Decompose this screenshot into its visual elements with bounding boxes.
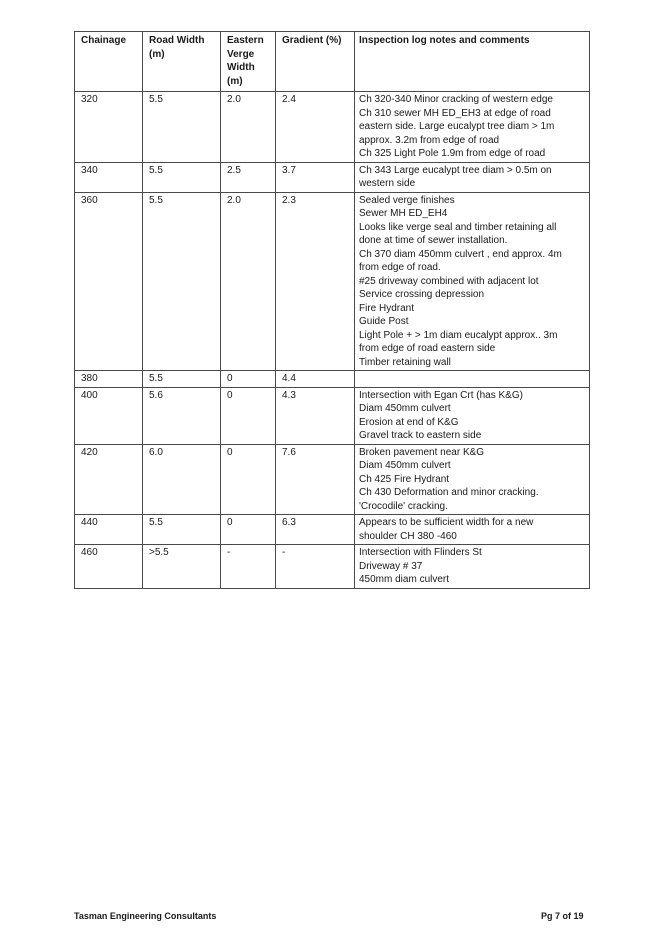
note-line: Guide Post [359,316,409,327]
cell-chainage: 400 [75,387,143,444]
table-row [75,162,590,192]
cell-inspection-notes [355,162,590,192]
note-line: Broken pavement near K&G [359,446,485,458]
note-line: Looks like verge seal and timber retaining all [359,221,557,233]
cell-chainage: 440 [75,515,143,545]
note-line: Fire Hydrant [359,302,415,314]
cell-gradient: 2.3 [276,192,355,371]
table-row [75,444,590,515]
cell-gradient: 2.4 [276,92,355,163]
cell-inspection-notes [355,192,590,371]
cell-gradient: 6.3 [276,515,355,545]
cell-road-width: 6.0 [143,444,221,515]
cell-inspection-notes [355,387,590,444]
note-line: Driveway # 37 [359,560,423,572]
note-line: from edge of road eastern side [359,343,496,354]
cell-gradient: 3.7 [276,162,355,192]
table-header-row [75,32,590,92]
cell-verge-width: 2.0 [221,192,276,371]
cell-road-width: 5.6 [143,387,221,444]
note-line: Diam 450mm culvert [359,403,451,414]
note-line: Ch 320-340 Minor cracking of western edge [359,94,553,105]
cell-verge-width: 2.5 [221,162,276,192]
cell-inspection-notes [355,545,590,589]
cell-gradient: 4.3 [276,387,355,444]
note-line: Ch 425 Fire Hydrant [359,473,450,485]
note-line: done at time of sewer installation. [359,235,508,246]
cell-gradient: 7.6 [276,444,355,515]
cell-verge-width: 0 [221,371,276,388]
note-line: western side [359,178,416,189]
cell-gradient: 4.4 [276,371,355,388]
note-line: eastern side. Large eucalypt tree diam > 1m [359,121,555,132]
cell-chainage: 380 [75,371,143,388]
note-line: Ch 430 Deformation and minor cracking. [359,487,539,498]
cell-road-width: 5.5 [143,92,221,163]
cell-chainage: 320 [75,92,143,163]
note-line: Service crossing depression [359,289,485,300]
cell-inspection-notes [355,371,590,388]
note-line: 450mm diam culvert [359,574,450,585]
cell-road-width: 5.5 [143,515,221,545]
cell-inspection-notes [355,92,590,163]
cell-road-width: 5.5 [143,192,221,371]
table-row [75,515,590,545]
cell-gradient: - [276,545,355,589]
note-line: Ch 310 sewer MH ED_EH3 at edge of road [359,107,551,119]
note-line: #25 driveway combined with adjacent lot [359,275,539,287]
cell-inspection-notes [355,444,590,515]
cell-chainage: 460 [75,545,143,589]
header-gradient: Gradient (%) [276,32,355,92]
note-line: Light Pole + > 1m diam eucalypt approx.. 3m [359,329,558,341]
note-line: Timber retaining wall [359,356,451,368]
note-line: Ch 370 diam 450mm culvert , end approx. 4m [359,248,562,260]
cell-verge-width: 0 [221,444,276,515]
cell-chainage: 360 [75,192,143,371]
note-line: approx. 3.2m from edge of road [359,134,500,146]
header-eastern-verge-width: Eastern Verge Width (m) [221,32,276,92]
table-body [75,92,590,589]
cell-road-width: 5.5 [143,371,221,388]
cell-road-width: 5.5 [143,162,221,192]
note-line: Ch 343 Large eucalypt tree diam > 0.5m on [359,164,552,176]
table-row [75,192,590,371]
note-line: from edge of road. [359,262,441,273]
inspection-log-table [74,31,590,589]
note-line: Diam 450mm culvert [359,460,451,471]
cell-chainage: 420 [75,444,143,515]
header-inspection-notes: Inspection log notes and comments [355,32,590,92]
note-line: Sewer MH ED_EH4 [359,208,448,219]
table-row [75,371,590,388]
note-line: Ch 325 Light Pole 1.9m from edge of road [359,148,546,159]
note-line: 'Crocodile' cracking. [359,500,448,512]
table-row [75,92,590,163]
note-line: shoulder CH 380 -460 [359,530,457,542]
note-line: Gravel track to eastern side [359,430,482,441]
table-row [75,545,590,589]
cell-chainage: 340 [75,162,143,192]
note-line: Intersection with Flinders St [359,547,482,558]
note-line: Sealed verge finishes [359,194,455,206]
cell-verge-width: 2.0 [221,92,276,163]
cell-verge-width: - [221,545,276,589]
footer-page-number: Pg 7 of 19 [541,911,584,921]
table-row [75,387,590,444]
header-road-width: Road Width (m) [143,32,221,92]
cell-verge-width: 0 [221,387,276,444]
cell-road-width: >5.5 [143,545,221,589]
header-chainage: Chainage [75,32,143,92]
note-line: Erosion at end of K&G [359,416,459,428]
cell-inspection-notes [355,515,590,545]
cell-verge-width: 0 [221,515,276,545]
note-line: Appears to be sufficient width for a new [359,517,534,528]
note-line: Intersection with Egan Crt (has K&G) [359,389,523,401]
footer-company-name: Tasman Engineering Consultants [74,911,217,921]
